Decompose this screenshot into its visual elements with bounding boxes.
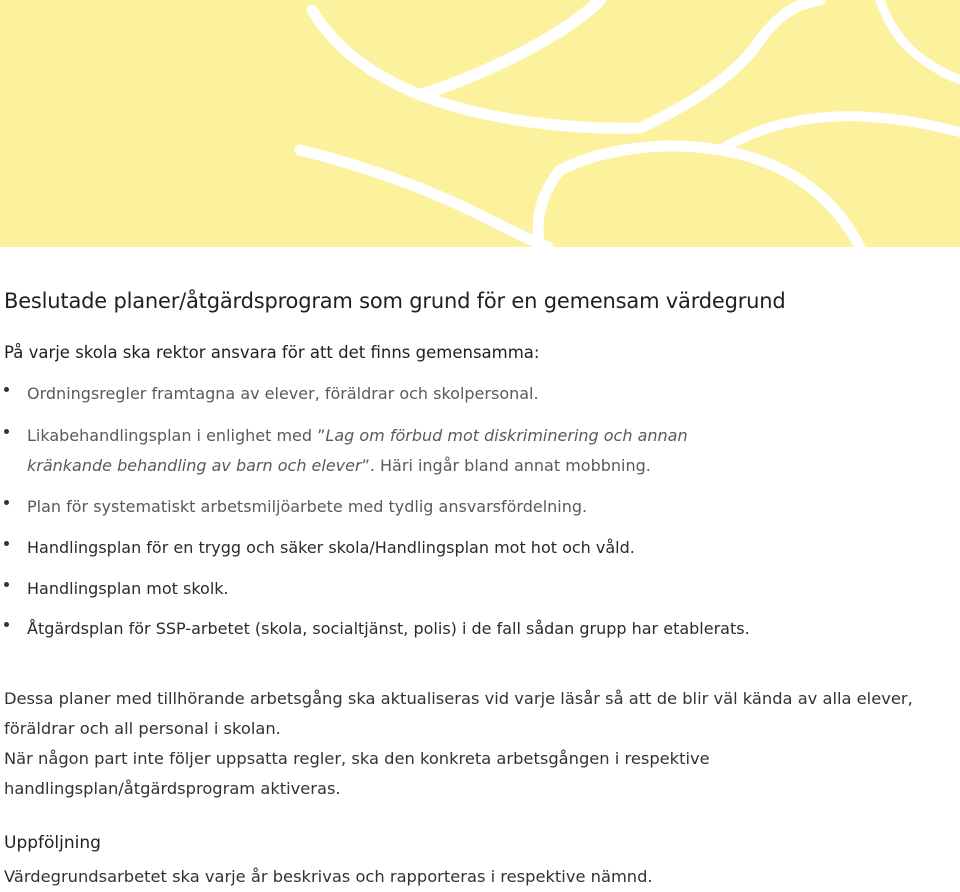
bullet-dot bbox=[4, 387, 9, 392]
list-item-text bbox=[27, 421, 688, 451]
list-item-text bbox=[27, 451, 651, 481]
list-item-rest: ”. Häri ingår bland annat mobbning. bbox=[361, 456, 651, 475]
banner-main bbox=[0, 0, 960, 247]
paragraph-line: När någon part inte följer uppsatta regler, ska den konkreta arbetsgången i respektive bbox=[4, 749, 710, 768]
bullet-dot bbox=[4, 429, 9, 434]
paragraph-line: Dessa planer med tillhörande arbetsgång ska aktualiseras vid varje läsår så att de blir väl kända av alla elever, bbox=[4, 689, 913, 708]
followup-text: Värdegrundsarbetet ska varje år beskrivas och rapporteras i respektive nämnd. bbox=[4, 867, 653, 886]
bullet-dot bbox=[4, 582, 9, 587]
list-item-text: Åtgärdsplan för SSP-arbetet (skola, socialtjänst, polis) i de fall sådan grupp har etablerats. bbox=[27, 619, 750, 638]
bullet-dot bbox=[4, 541, 9, 546]
list-item-text: Handlingsplan för en trygg och säker skola/Handlingsplan mot hot och våld. bbox=[27, 538, 635, 557]
law-title-italic: Lag om förbud mot diskriminering och annan bbox=[325, 426, 688, 445]
section-heading: Beslutade planer/åtgärdsprogram som grund för en gemensam värdegrund bbox=[4, 289, 786, 313]
list-item-text: Handlingsplan mot skolk. bbox=[27, 579, 229, 598]
bullet-dot bbox=[4, 500, 9, 505]
paragraph-line: föräldrar och all personal i skolan. bbox=[4, 719, 281, 738]
paragraph-line: handlingsplan/åtgärdsprogram aktiveras. bbox=[4, 779, 341, 798]
list-item-pre: Likabehandlingsplan i enlighet med ” bbox=[27, 426, 326, 445]
list-item-text: Ordningsregler framtagna av elever, föräldrar och skolpersonal. bbox=[27, 384, 539, 403]
intro-text: På varje skola ska rektor ansvara för att det finns gemensamma: bbox=[4, 343, 540, 362]
bullet-dot bbox=[4, 622, 9, 627]
followup-title: Uppföljning bbox=[4, 833, 101, 853]
law-title-italic: kränkande behandling av barn och elever bbox=[27, 456, 362, 475]
list-item-text: Plan för systematiskt arbetsmiljöarbete med tydlig ansvarsfördelning. bbox=[27, 497, 588, 516]
